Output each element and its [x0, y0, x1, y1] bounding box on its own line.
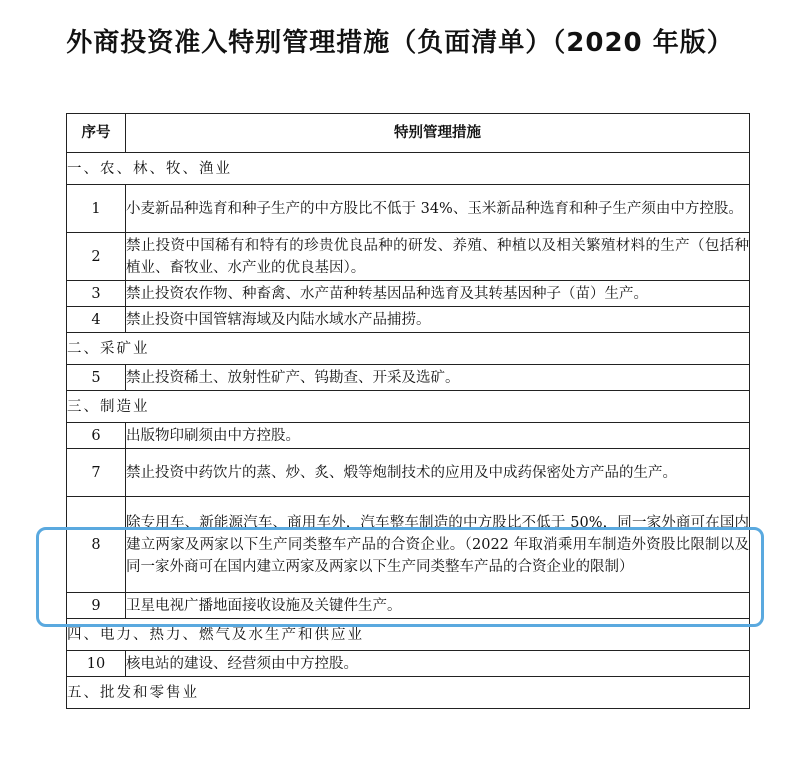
row-measure: 禁止投资中国稀有和特有的珍贵优良品种的研发、养殖、种植以及相关繁殖材料的生产（包括种植业、畜牧业、水产业的优良基因）。	[126, 233, 750, 281]
table-row	[67, 497, 750, 593]
row-measure: 禁止投资中国管辖海域及内陆水域水产品捕捞。	[126, 307, 750, 333]
section-title-manufacturing: 三、制造业	[67, 391, 750, 423]
row-number: 1	[67, 185, 126, 233]
table-row	[67, 449, 750, 497]
section-row	[67, 153, 750, 185]
table-row	[67, 281, 750, 307]
table-row	[67, 365, 750, 391]
section-row	[67, 391, 750, 423]
section-title-mining: 二、采矿业	[67, 333, 750, 365]
negative-list-table	[66, 113, 750, 709]
table-header-row	[67, 114, 750, 153]
row-number: 9	[67, 593, 126, 619]
row-measure: 小麦新品种选育和种子生产的中方股比不低于 34%、玉米新品种选育和种子生产须由中方控股。	[126, 185, 750, 233]
row-measure: 卫星电视广播地面接收设施及关键件生产。	[126, 593, 750, 619]
table-row	[67, 307, 750, 333]
section-row	[67, 619, 750, 651]
row-measure: 禁止投资中药饮片的蒸、炒、炙、煅等炮制技术的应用及中成药保密处方产品的生产。	[126, 449, 750, 497]
section-title-wholesale-retail: 五、批发和零售业	[67, 677, 750, 709]
table-row	[67, 593, 750, 619]
row-measure: 禁止投资农作物、种畜禽、水产苗种转基因品种选育及其转基因种子（苗）生产。	[126, 281, 750, 307]
row-number: 8	[67, 497, 126, 593]
section-title-agriculture: 一、农、林、牧、渔业	[67, 153, 750, 185]
table-row	[67, 651, 750, 677]
row-number: 7	[67, 449, 126, 497]
section-title-utilities: 四、电力、热力、燃气及水生产和供应业	[67, 619, 750, 651]
header-serial-number: 序号	[67, 114, 126, 153]
section-row	[67, 333, 750, 365]
table-row	[67, 423, 750, 449]
table-row	[67, 233, 750, 281]
row-number: 4	[67, 307, 126, 333]
document-title: 外商投资准入特别管理措施（负面清单）（2020 年版）	[66, 28, 734, 58]
row-measure: 除专用车、新能源汽车、商用车外，汽车整车制造的中方股比不低于 50%，同一家外商可在国内建立两家及两家以下生产同类整车产品的合资企业。（2022 年取消乘用车制造外资股比限制以及同一家外商可在国内建立两家及两家以下生产同类整车产品的合资企业的限制）	[126, 497, 750, 593]
row-number: 6	[67, 423, 126, 449]
row-measure: 核电站的建设、经营须由中方控股。	[126, 651, 750, 677]
row-measure: 禁止投资稀土、放射性矿产、钨勘查、开采及选矿。	[126, 365, 750, 391]
row-number: 2	[67, 233, 126, 281]
table-row	[67, 185, 750, 233]
row-number: 5	[67, 365, 126, 391]
section-row	[67, 677, 750, 709]
row-number: 3	[67, 281, 126, 307]
row-measure: 出版物印刷须由中方控股。	[126, 423, 750, 449]
row-number: 10	[67, 651, 126, 677]
header-special-measures: 特别管理措施	[126, 114, 750, 153]
